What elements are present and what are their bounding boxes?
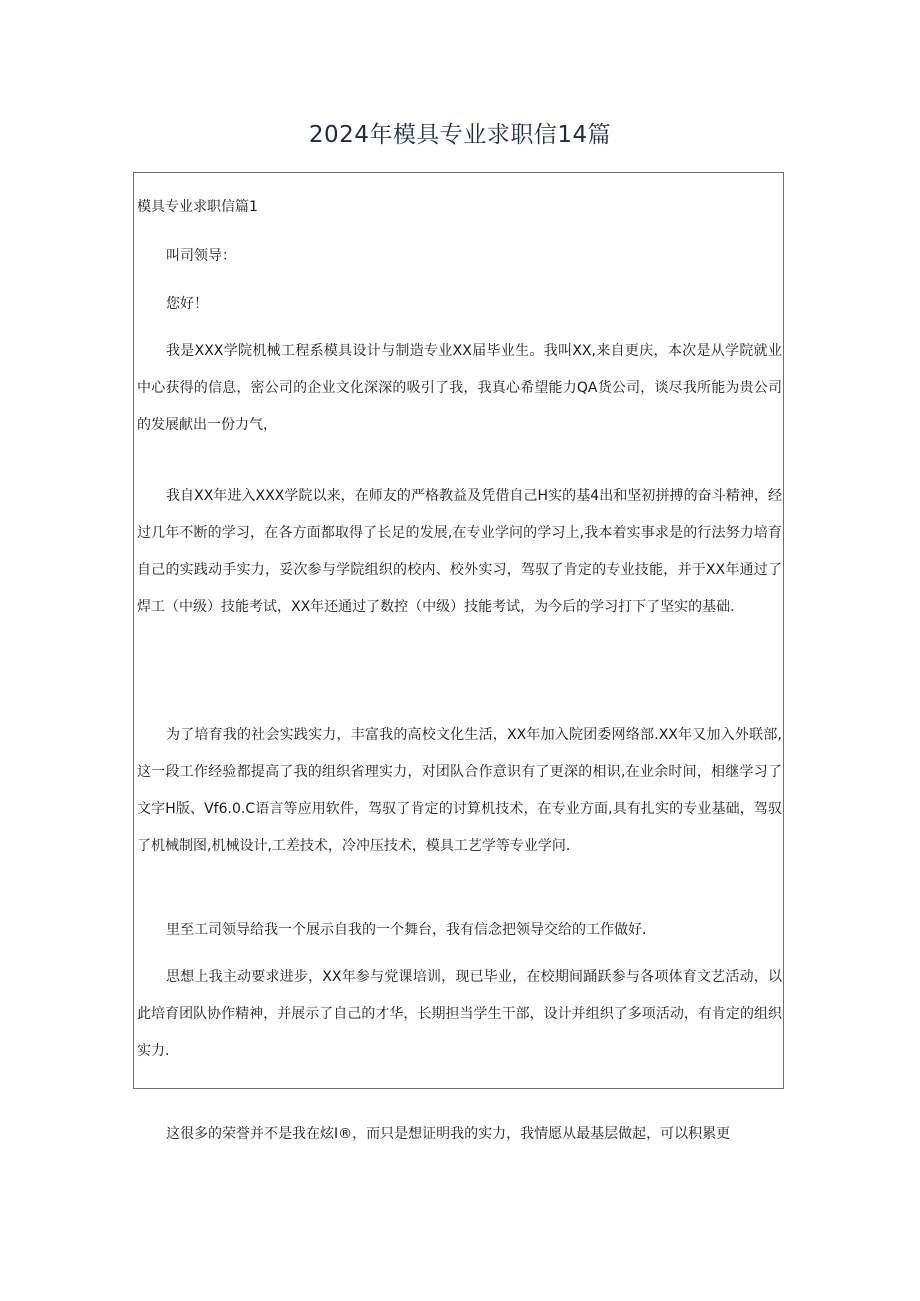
letter-heading: 模具专业求职信篇1 — [137, 199, 258, 215]
paragraph-continuation: 这很多的荣誉并不是我在炫I®，而只是想证明我的实力，我情愿从最基层做起，可以积累更 — [166, 1126, 731, 1142]
paragraph-introduction: 我是XXX学院机械工程系模具设计与制造专业XX届毕业生。我叫XX,来自更庆，本次是从学院就业中心获得的信息，密公司的企业文化深深的吸引了我，我真心希望能力QA货公司，谈尽我所能为贵公司的发展献出一份力气， — [137, 343, 782, 433]
document-title: 2024年模具专业求职信14篇 — [308, 122, 612, 148]
paragraph-ideology: 思想上我主动要求进步，XX年参与党课培训，现已毕业，在校期间踊跃参与各项体育文艺活动，以此培育团队协作精神，并展示了自己的才华，长期担当学生干部，设计并组织了多项活动，有肯定的组织实力. — [137, 969, 782, 1059]
salutation: 叫司领导： — [166, 248, 236, 264]
paragraph-activities: 为了培育我的社会实践实力，丰富我的高校文化生活，XX年加入院团委网络部.XX年又加入外联部,这一段工作经验都提高了我的组织省理实力，对团队合作意识有了更深的相识,在业余时间，相继学习了文字H版、Vf6.0.C语言等应用软件，驾驭了肯定的讨算机技术，在专业方面,具有扎实的专业基础，驾驭了机械制图,机械设计,工差技术，冷冲压技术，模具工艺学等专业学问. — [137, 727, 782, 854]
paragraph-education: 我自XX年进入XXX学院以来，在师友的严格教益及凭借自己H实的基4出和坚初拼搏的奋斗精神，经过几年不断的学习，在各方面都取得了长足的发展,在专业学问的学习上,我本着实事求是的行法努力培育自己的实践动手实力，妥次参与学院组织的校内、校外实习，驾驭了肯定的专业技能，并于XX年通过了焊工（中级）技能考试，XX年还通过了数控（中级）技能考试，为今后的学习打下了坚实的基础. — [137, 488, 782, 615]
greeting: 您好！ — [166, 296, 208, 312]
paragraph-hope: 里至工司领导给我一个展示自我的一个舞台，我有信念把领导交给的工作做好. — [166, 922, 647, 938]
